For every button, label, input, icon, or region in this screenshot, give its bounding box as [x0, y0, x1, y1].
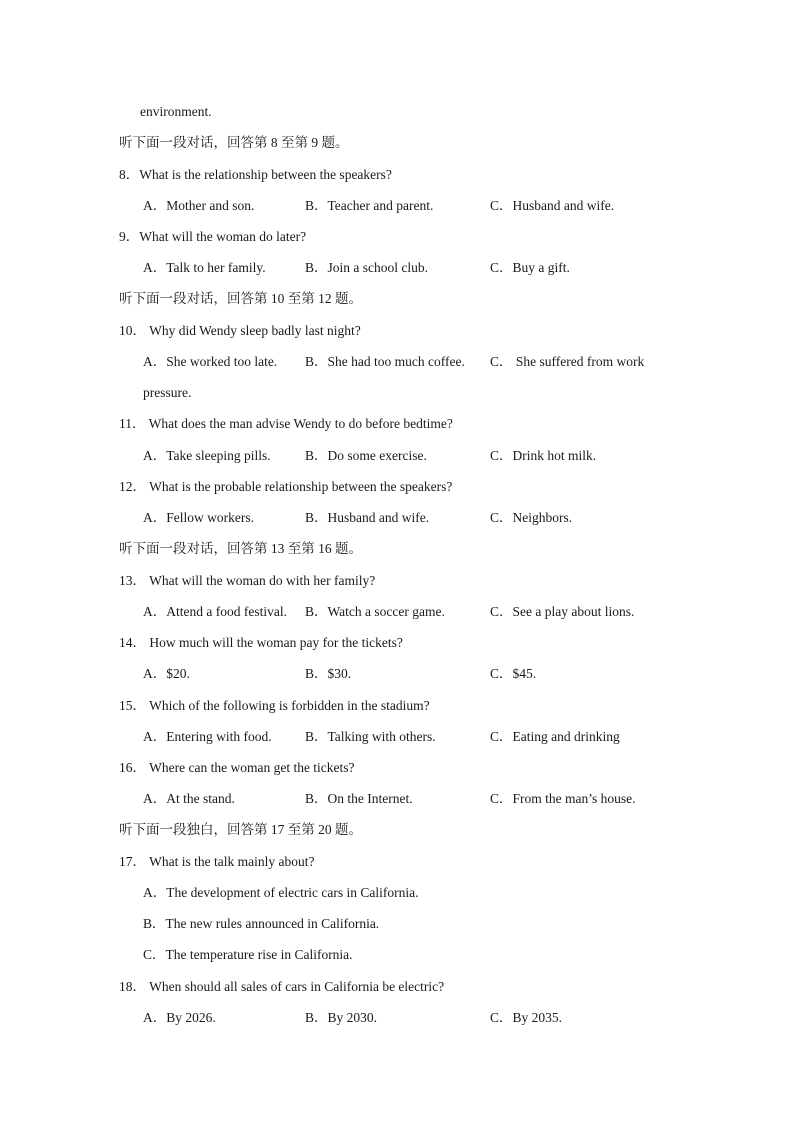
option-11b: B．Do some exercise.	[305, 448, 427, 463]
option-8c: C．Husband and wife.	[490, 198, 615, 213]
question-13: 13． What will the woman do with her family?	[119, 573, 376, 588]
option-17b: B．The new rules announced in California.	[143, 916, 380, 931]
question-17: 17． What is the talk mainly about?	[119, 854, 315, 869]
question-12: 12． What is the probable relationship between the speakers?	[119, 479, 453, 494]
option-15b: B．Talking with others.	[305, 729, 436, 744]
question-14: 14． How much will the woman pay for the tickets?	[119, 635, 403, 650]
question-11: 11． What does the man advise Wendy to do before bedtime?	[119, 416, 453, 431]
option-9a: A．Talk to her family.	[143, 260, 266, 275]
option-10c-continued: pressure.	[143, 385, 192, 400]
question-16: 16． Where can the woman get the tickets?	[119, 760, 355, 775]
option-9c: C．Buy a gift.	[490, 260, 570, 275]
question-10: 10． Why did Wendy sleep badly last night?	[119, 323, 361, 338]
section-instruction: 听下面一段对话，回答第 10 至第 12 题。	[119, 291, 362, 306]
option-13a: A．Attend a food festival.	[143, 604, 287, 619]
question-8: 8．What is the relationship between the speakers?	[119, 167, 392, 182]
option-16c: C．From the man’s house.	[490, 791, 636, 806]
continued-text: environment.	[140, 104, 212, 119]
option-16a: A．At the stand.	[143, 791, 235, 806]
option-8a: A．Mother and son.	[143, 198, 255, 213]
option-10a: A．She worked too late.	[143, 354, 278, 369]
option-15c: C．Eating and drinking	[490, 729, 620, 744]
option-11c: C．Drink hot milk.	[490, 448, 597, 463]
option-10c: C． She suffered from work	[490, 354, 645, 369]
section-instruction: 听下面一段对话，回答第 8 至第 9 题。	[119, 135, 349, 150]
option-18a: A．By 2026.	[143, 1010, 216, 1025]
option-13b: B．Watch a soccer game.	[305, 604, 445, 619]
option-13c: C．See a play about lions.	[490, 604, 635, 619]
option-18b: B．By 2030.	[305, 1010, 378, 1025]
question-18: 18． When should all sales of cars in California be electric?	[119, 979, 445, 994]
option-14b: B．$30.	[305, 666, 352, 681]
option-12a: A．Fellow workers.	[143, 510, 254, 525]
section-instruction: 听下面一段独白，回答第 17 至第 20 题。	[119, 822, 362, 837]
option-18c: C．By 2035.	[490, 1010, 563, 1025]
option-9b: B．Join a school club.	[305, 260, 428, 275]
question-15: 15． Which of the following is forbidden in the stadium?	[119, 698, 430, 713]
option-12b: B．Husband and wife.	[305, 510, 430, 525]
option-14a: A．$20.	[143, 666, 190, 681]
option-17c: C．The temperature rise in California.	[143, 947, 353, 962]
option-17a: A．The development of electric cars in California.	[143, 885, 419, 900]
question-9: 9．What will the woman do later?	[119, 229, 307, 244]
option-14c: C．$45.	[490, 666, 537, 681]
option-11a: A．Take sleeping pills.	[143, 448, 271, 463]
option-10b: B．She had too much coffee.	[305, 354, 465, 369]
section-instruction: 听下面一段对话，回答第 13 至第 16 题。	[119, 541, 362, 556]
option-8b: B．Teacher and parent.	[305, 198, 434, 213]
option-15a: A．Entering with food.	[143, 729, 272, 744]
option-12c: C．Neighbors.	[490, 510, 573, 525]
option-16b: B．On the Internet.	[305, 791, 413, 806]
